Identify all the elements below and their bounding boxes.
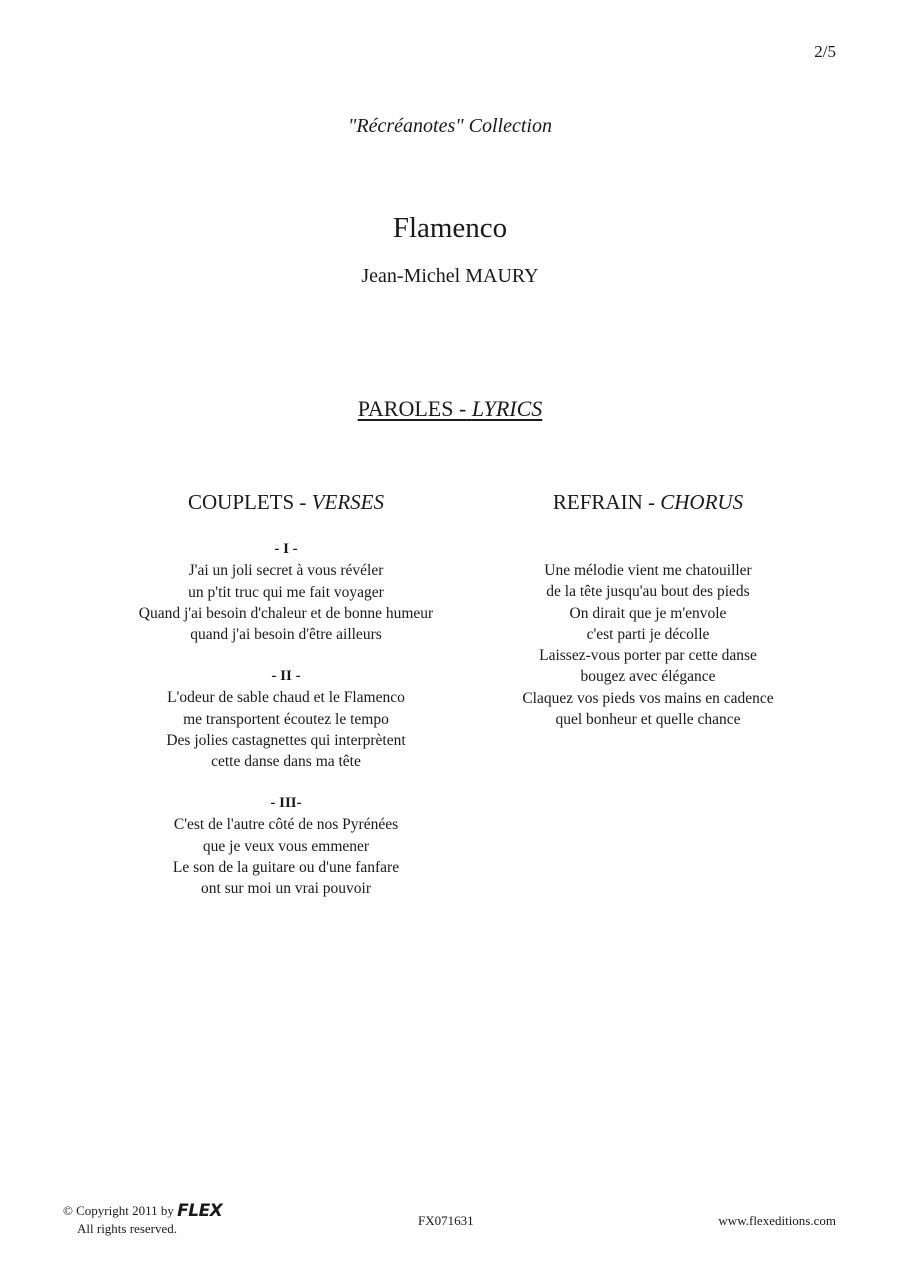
chorus-line: Laissez-vous porter par cette danse bbox=[539, 647, 757, 665]
verses-heading-main: COUPLETS - bbox=[188, 490, 307, 514]
verse-number: - III- bbox=[270, 795, 302, 811]
verse-line: que je veux vous emmener bbox=[202, 837, 370, 855]
verse-number: - I - bbox=[274, 541, 298, 557]
chorus-heading-main: REFRAIN - bbox=[552, 490, 655, 514]
collection-name: "Récréanotes" Collection bbox=[348, 115, 552, 137]
verse-line: un p'tit truc qui me fait voyager bbox=[188, 583, 384, 601]
song-title: Flamenco bbox=[392, 212, 508, 244]
copyright-text: © Copyright 2011 by bbox=[63, 1203, 174, 1218]
verse-stanza-1 bbox=[86, 539, 486, 645]
chorus-line: Une mélodie vient me chatouiller bbox=[544, 562, 752, 579]
verse-line: Des jolies castagnettes qui interprètent bbox=[166, 731, 406, 749]
verse-line: C'est de l'autre côté de nos Pyrénées bbox=[173, 816, 399, 834]
chorus-line: quel bonheur et quelle chance bbox=[555, 711, 741, 729]
chorus-line: bougez avec élégance bbox=[580, 668, 716, 686]
verses-heading-italic: VERSES bbox=[311, 490, 384, 514]
chorus-stanza bbox=[448, 560, 848, 730]
verse-stanza-3 bbox=[86, 793, 486, 899]
page-number: 2/5 bbox=[814, 42, 836, 61]
verse-line: L'odeur de sable chaud et le Flamenco bbox=[167, 689, 405, 707]
verse-line: J'ai un joli secret à vous révéler bbox=[188, 562, 384, 580]
chorus-line: On dirait que je m'envole bbox=[569, 604, 727, 622]
verse-number: - II - bbox=[271, 668, 301, 684]
verse-line: cette danse dans ma tête bbox=[211, 753, 361, 771]
flex-logo: FLEX bbox=[177, 1201, 223, 1221]
chorus-heading bbox=[448, 490, 848, 515]
verse-line: quand j'ai besoin d'être ailleurs bbox=[190, 626, 382, 644]
composer-name: Jean-Michel MAURY bbox=[361, 265, 539, 287]
lyrics-heading-italic: LYRICS bbox=[471, 396, 543, 421]
verses-heading bbox=[86, 490, 486, 515]
lyrics-heading-main: PAROLES - bbox=[357, 396, 467, 421]
website-url: www.flexeditions.com bbox=[718, 1213, 836, 1228]
rights-text: All rights reserved. bbox=[77, 1221, 178, 1236]
verse-line: ont sur moi un vrai pouvoir bbox=[200, 880, 372, 898]
chorus-line: de la tête jusqu'au bout des pieds bbox=[546, 583, 750, 601]
lyrics-heading bbox=[0, 396, 900, 422]
footer-copyright-block bbox=[63, 1202, 222, 1237]
verse-stanza-2 bbox=[86, 666, 486, 772]
verse-line: Le son de la guitare ou d'une fanfare bbox=[172, 858, 400, 876]
verse-line: me transportent écoutez le tempo bbox=[183, 710, 389, 728]
verse-line: Quand j'ai besoin d'chaleur et de bonne humeur bbox=[138, 604, 434, 622]
chorus-line: Claquez vos pieds vos mains en cadence bbox=[522, 689, 774, 707]
chorus-line: c'est parti je décolle bbox=[586, 625, 710, 643]
chorus-heading-italic: CHORUS bbox=[660, 490, 744, 514]
catalog-code: FX071631 bbox=[418, 1213, 474, 1228]
